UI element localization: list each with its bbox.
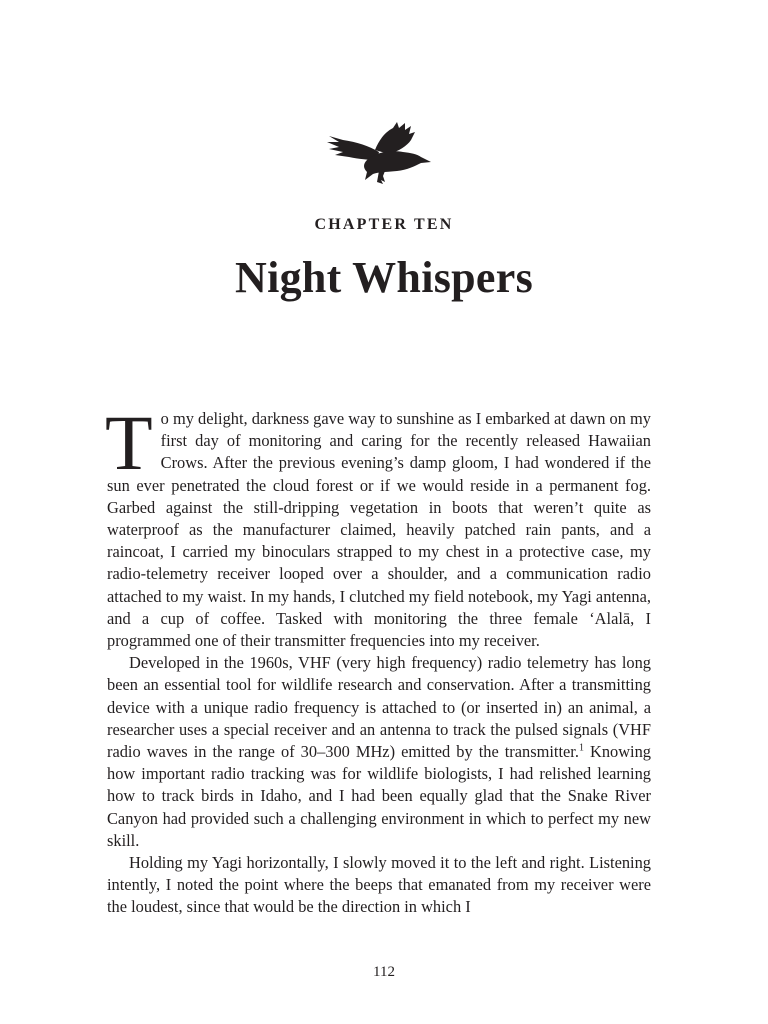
paragraph-2 xyxy=(107,652,651,852)
drop-cap: T xyxy=(105,399,153,486)
chapter-title: Night Whispers xyxy=(235,253,533,302)
chapter-label: CHAPTER TEN xyxy=(314,216,454,233)
crow-in-flight-icon xyxy=(327,120,431,186)
paragraph-1-text: o my delight, darkness gave way to sunshine as I embarked at dawn on my first day of monitoring and caring for the recently released Hawaiian Crows. After the previous evening’s damp gloom, I had wondered if the sun ever penetrated the cloud forest or if we would reside in a permanent fog. Garbed against the still-dripping vegetation in boots that weren’t quite as waterproof as the manufacturer claimed, heavily patched rain pants, and a raincoat, I carried my binoculars strapped to my chest in a protective case, my radio-telemetry receiver looped over a shoulder, and a communication radio attached to my waist. In my hands, I clutched my field notebook, my Yagi antenna, and a cup of coffee. Tasked with monitoring the three female ‘Alalā, I programmed one of their transmitter frequencies into my receiver. xyxy=(107,409,651,651)
paragraph-3-text: Holding my Yagi horizontally, I slowly moved it to the left and right. Listening intently, I noted the point where the beeps that emanated from my receiver were the loudest, since that would be the direction in which I xyxy=(107,853,651,917)
footnote-ref[interactable]: 1 xyxy=(578,742,584,754)
paragraph-2-text-b: Knowing how important radio tracking was for wildlife biologists, I had relished learning how to track birds in Idaho, and I had been equally glad that the Snake River Canyon had provided such a challenging environment in which to perfect my new skill. xyxy=(107,742,651,850)
chapter-body xyxy=(105,399,651,919)
crow-near-wing xyxy=(327,136,379,160)
paragraph-1 xyxy=(105,399,651,652)
paragraph-2-text-a: Developed in the 1960s, VHF (very high frequency) radio telemetry has long been an essential tool for wildlife research and conservation. After a transmitting device with a unique radio frequency is attached to (or inserted in) an animal, a researcher uses a special receiver and an antenna to track the pulsed signals (VHF radio waves in the range of 30–300 MHz) emitted by the transmitter. xyxy=(107,653,651,762)
paragraph-3 xyxy=(107,852,651,919)
crow-far-wing xyxy=(375,122,415,154)
page-number: 112 xyxy=(373,964,395,980)
crow-feet xyxy=(377,171,385,184)
crow-body xyxy=(364,151,431,180)
